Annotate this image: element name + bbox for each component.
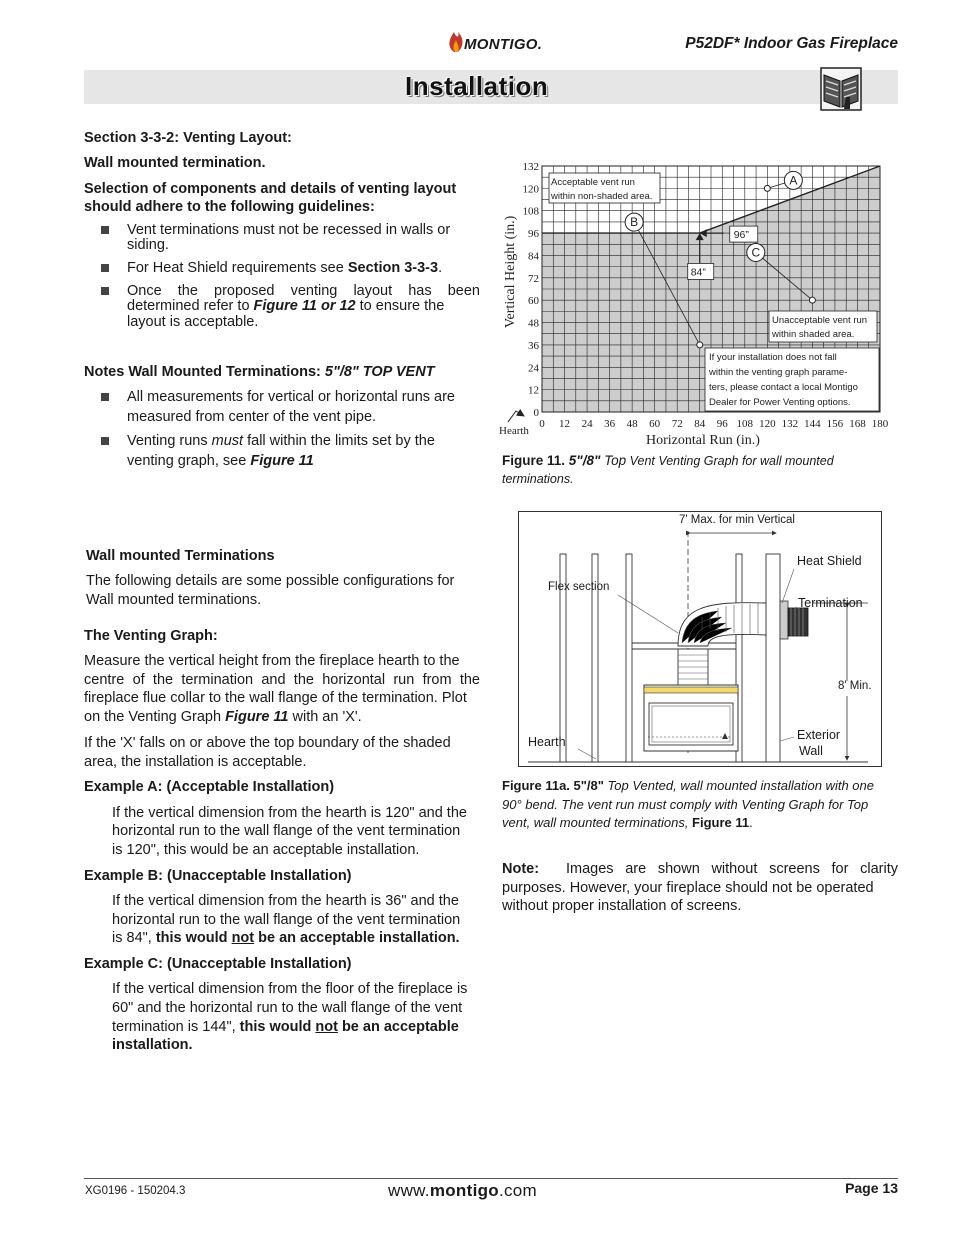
brand-logo <box>444 28 544 56</box>
x-tick-label: 168 <box>849 418 866 430</box>
hearth-arrow <box>508 411 524 422</box>
figure-ref: Figure 11 <box>250 453 314 469</box>
example-c-text: termination is 144", <box>112 1019 240 1035</box>
figure-ref: Figure 11 <box>225 709 289 725</box>
hearth-label: Hearth <box>499 425 529 437</box>
x-tick-label: 108 <box>736 418 754 430</box>
y-tick-label: 24 <box>528 362 539 375</box>
example-b-verdict: this would <box>155 930 232 946</box>
exterior-wall-label-1: Exterior <box>797 728 841 742</box>
power-venting-note <box>705 348 879 411</box>
example-point-a <box>764 185 770 191</box>
product-title: P52DF* Indoor Gas Fireplace <box>685 35 898 52</box>
website-link[interactable] <box>388 1181 537 1201</box>
note-line-3: without proper installation of screens. <box>502 898 742 914</box>
x-tick-label: 120 <box>759 418 776 430</box>
example-c-verdict: this would <box>239 1019 316 1035</box>
selection-line-2: should adhere to the following guidelines: <box>84 199 375 215</box>
note-label: Note: <box>502 861 540 877</box>
venting-graph-heading: The Venting Graph: <box>84 628 218 644</box>
x-tick-label: 60 <box>649 418 661 430</box>
brand-name: MONTIGO <box>464 36 538 53</box>
footer-rule <box>84 1178 898 1179</box>
y-tick-label: 84 <box>528 250 539 263</box>
wmt-line-1: The following details are some possible configurations for <box>86 573 455 589</box>
notes-heading <box>84 363 435 382</box>
heat-shield-section-ref: Section 3-3-3 <box>347 260 439 276</box>
note-2-text: Venting runs <box>127 433 212 449</box>
example-b-line-2: horizontal run to the wall flange of the vent termination <box>112 912 461 928</box>
unacceptable-line-2: within shaded area. <box>772 329 855 340</box>
y-tick-label: 12 <box>528 384 539 397</box>
guideline-2 <box>127 259 442 278</box>
notes-heading-em: 5"/8" TOP VENT <box>324 364 435 380</box>
example-b-line-3 <box>112 929 460 948</box>
page-title: Installation <box>405 71 549 101</box>
x-tick-label: 132 <box>781 418 799 430</box>
example-c-line-1: If the vertical dimension from the floor of the fireplace is <box>112 981 468 997</box>
guideline-3-line-3: layout is acceptable. <box>127 314 259 330</box>
venting-graph <box>496 156 896 452</box>
figure-11a-label: Figure 11a. 5"/8" <box>502 778 604 793</box>
example-c-line-2: 60" and the horizontal run to the wall flange of the vent <box>112 1000 463 1016</box>
x-tick-label: 0 <box>539 418 545 430</box>
y-tick-label: 0 <box>533 407 539 419</box>
example-a-line-1: If the vertical dimension from the hearth is 120" and the <box>112 805 467 821</box>
figure-11-text: Vent Venting Graph for wall mounted <box>626 454 834 468</box>
example-badge-label: A <box>789 173 798 188</box>
note-2-line-2 <box>127 452 314 471</box>
page-number: Page 13 <box>845 1180 898 1196</box>
vg-line-3: fireplace flue collar to the wall flange of the termination. Plot <box>84 690 467 706</box>
example-a-heading: Example A: (Acceptable Installation) <box>84 779 335 795</box>
example-b-verdict-end: be an acceptable installation. <box>254 930 460 946</box>
x-tick-label: 36 <box>604 418 616 430</box>
figure-11a-text-2: 90° bend. The vent run must comply with Venting Graph for Top <box>502 796 869 812</box>
example-b-text: is 84", <box>112 930 156 946</box>
x-tick-label: 144 <box>804 418 821 430</box>
guideline-3-text: determined refer to <box>127 298 254 314</box>
x-tick-label: 156 <box>826 418 844 430</box>
guideline-2-text: For Heat Shield requirements see <box>127 260 348 276</box>
installation-diagram <box>518 511 882 767</box>
x-tick-label: 12 <box>559 418 571 430</box>
y-tick-label: 132 <box>522 161 539 173</box>
figure-11a-end: . <box>749 815 753 830</box>
guideline-1-line-2: siding. <box>127 237 169 253</box>
note-line-2: within the venting graph parame- <box>709 367 848 378</box>
note-line-4: Dealer for Power Venting options. <box>709 397 851 408</box>
selection-line-1: Selection of components and details of venting layout <box>84 181 457 197</box>
wall-terminations-heading: Wall mounted Terminations <box>86 548 275 564</box>
example-point-b <box>697 342 703 348</box>
bullet-icon <box>101 393 109 401</box>
unacceptable-annotation <box>769 311 877 342</box>
vg-line-4-text: on the Venting Graph <box>84 709 226 725</box>
example-a-line-3: is 120", this would be an acceptable installation. <box>112 842 420 858</box>
note-line-2: purposes. However, your fireplace should not be operated <box>502 879 874 896</box>
hearth-diagram-label: Hearth <box>528 735 566 749</box>
unacceptable-line-1: Unacceptable vent run <box>772 315 868 326</box>
x-tick-label: 48 <box>626 418 638 430</box>
note-line-3: ters, please contact a local Montigo <box>709 382 858 393</box>
x-tick-label: 180 <box>871 418 889 430</box>
example-b-not: not <box>231 930 255 946</box>
y-tick-label: 120 <box>522 183 539 196</box>
y-tick-label: 108 <box>522 205 539 218</box>
bullet-icon <box>101 287 109 295</box>
guideline-2-end: . <box>438 260 443 276</box>
document-code: XG0196 - 150204.3 <box>85 1185 186 1197</box>
y-tick-label: 48 <box>528 317 539 330</box>
y-tick-label: 72 <box>528 272 539 285</box>
guideline-3-line-1: Once the proposed venting layout has been <box>127 283 480 299</box>
exterior-wall-label-2: Wall <box>799 744 823 758</box>
example-c-verdict-end: be an acceptable <box>337 1019 459 1035</box>
figure-ref: Figure 11 or 12 <box>253 298 356 314</box>
acceptable-annotation <box>549 173 660 203</box>
note-line-1: If your installation does not fall <box>709 352 837 363</box>
wall-termination-heading: Wall mounted termination. <box>84 155 266 171</box>
heat-shield-label: Heat Shield <box>797 554 862 568</box>
example-point-c <box>809 297 815 303</box>
x-tick-label: 84 <box>694 418 706 430</box>
brand-dot: . <box>537 36 543 53</box>
website-prefix: www. <box>388 1181 430 1200</box>
bullet-icon <box>101 437 109 445</box>
termination-label: Termination <box>798 596 863 610</box>
vg-line-1: Measure the vertical height from the fireplace hearth to the <box>84 653 460 669</box>
vg-line-2: centre of the termination and the horizontal run from the <box>84 672 480 688</box>
x-tick-label: 72 <box>671 418 683 430</box>
vg-line-4 <box>84 708 362 727</box>
mark-84-label: 84” <box>690 266 706 279</box>
example-b-line-1: If the vertical dimension from the hearth is 36" and the <box>112 893 459 909</box>
example-b-heading: Example B: (Unacceptable Installation) <box>84 868 352 884</box>
y-axis-label: Vertical Height (in.) <box>503 215 518 328</box>
acceptable-line-2: within non-shaded area. <box>551 191 653 202</box>
note-1-line-1: All measurements for vertical or horizontal runs are <box>127 389 455 405</box>
bullet-icon <box>101 264 109 272</box>
x-tick-label: 96 <box>716 418 728 430</box>
example-c-line-4: installation. <box>112 1037 193 1053</box>
figure-11-caption <box>502 452 882 488</box>
note-2-see: venting graph, see <box>127 453 251 469</box>
note-line-1: Images are shown without screens for clarity <box>566 861 898 877</box>
y-tick-label: 96 <box>528 228 539 241</box>
bullet-icon <box>101 226 109 234</box>
note-1-line-2: measured from center of the vent pipe. <box>127 409 377 425</box>
flex-section-label: Flex section <box>548 581 610 593</box>
x-tick-label: 24 <box>581 418 593 430</box>
section-heading: Section 3-3-2: Venting Layout: <box>84 130 292 146</box>
manual-book-icon <box>820 67 862 111</box>
note-2-line-1 <box>127 432 435 451</box>
example-c-not: not <box>315 1019 338 1035</box>
figure-11-size: 5"/8" <box>568 453 601 468</box>
example-c-line-3 <box>112 1018 459 1037</box>
guideline-1-line-1: Vent terminations must not be recessed in walls or <box>127 222 451 238</box>
example-a-line-2: horizontal run to the wall flange of the vent termination <box>112 823 461 839</box>
note-2-text-end: fall within the limits set by the <box>243 433 435 449</box>
notes-heading-text: Notes Wall Mounted Terminations: <box>84 364 325 380</box>
figure-11a-text-3: vent, wall mounted terminations, <box>502 815 693 830</box>
example-badge-label: C <box>751 245 761 260</box>
max-7-label: 7' Max. for min Vertical <box>679 514 795 526</box>
note-2-must: must <box>211 433 244 449</box>
guideline-3-text-end: to ensure the <box>355 298 445 314</box>
vg-line-4-end: with an 'X'. <box>288 709 362 725</box>
x-axis-label: Horizontal Run (in.) <box>646 433 760 448</box>
mark-96-label: 96” <box>733 229 749 242</box>
min-8-label: 8' Min. <box>838 680 872 692</box>
y-tick-label: 36 <box>528 339 539 352</box>
website-brand: montigo <box>429 1181 499 1200</box>
figure-11a-caption <box>502 777 902 833</box>
example-c-heading: Example C: (Unacceptable Installation) <box>84 956 352 972</box>
example-badge-label: B <box>630 215 639 230</box>
figure-11a-text-1: Top Vented, wall mounted installation with one <box>603 778 874 793</box>
figure-ref: Figure 11 <box>692 815 750 830</box>
y-tick-label: 60 <box>528 295 539 308</box>
vg-line-6: area, the installation is acceptable. <box>84 754 307 770</box>
figure-11-text-2: terminations. <box>502 472 574 486</box>
figure-11-label: Figure 11. <box>502 453 569 468</box>
acceptable-line-1: Acceptable vent run <box>551 177 635 188</box>
note-paragraph <box>502 860 898 916</box>
vg-line-5: If the 'X' falls on or above the top boundary of the shaded <box>84 735 451 751</box>
wmt-line-2: Wall mounted terminations. <box>86 592 262 608</box>
website-suffix: .com <box>498 1181 538 1200</box>
figure-11-top: Top <box>600 453 627 468</box>
